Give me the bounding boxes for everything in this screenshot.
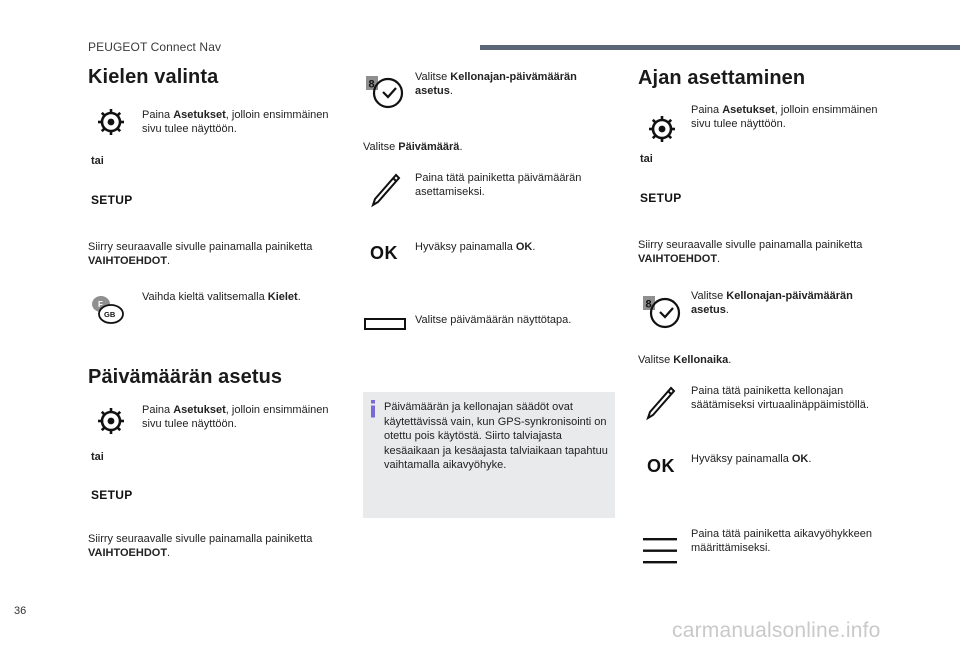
info-icon	[370, 400, 376, 418]
format-selector-icon	[364, 318, 406, 330]
select-date-text: Valitse Päivämäärä.	[363, 141, 463, 153]
pencil-icon	[370, 172, 402, 208]
manual-header-title: PEUGEOT Connect Nav	[88, 40, 222, 54]
step-settings-text: Paina Asetukset, jolloin ensimmäinen sivu tulee näyttöön.	[691, 104, 878, 130]
page-number: 36	[14, 605, 27, 617]
watermark: carmanualsonline.info	[672, 619, 881, 642]
date-format-text: Valitse päivämäärän näyttötapa.	[415, 314, 572, 326]
setup-button-label: SETUP	[640, 191, 682, 205]
clock-settings-icon	[366, 74, 406, 110]
svg-text:GB: GB	[104, 310, 116, 319]
section-title-time: Ajan asettaminen	[638, 67, 806, 89]
select-language-text: Vaihda kieltä valitsemalla Kielet.	[142, 291, 301, 303]
clock-settings-icon	[643, 294, 683, 330]
or-label: tai	[640, 153, 653, 165]
section-title-language: Kielen valinta	[88, 66, 219, 88]
options-instruction: Siirry seuraavalle sivulle painamalla painiketta VAIHTOEHDOT.	[638, 239, 863, 265]
select-time-date-setting: Valitse Kellonajan-päivämäärän asetus.	[691, 290, 853, 316]
svg-text:8: 8	[368, 78, 375, 91]
setup-button-label: SETUP	[91, 488, 133, 502]
step-settings-text: Paina Asetukset, jolloin ensimmäinen sivu tulee näyttöön.	[142, 404, 329, 430]
confirm-ok-text: Hyväksy painamalla OK.	[691, 453, 812, 465]
pencil-icon	[645, 385, 677, 421]
confirm-ok-text: Hyväksy painamalla OK.	[415, 241, 536, 253]
or-label: tai	[91, 451, 104, 463]
timezone-text: Paina tätä painiketta aikavyöhykkeen määrittämiseksi.	[691, 528, 873, 554]
options-instruction: Siirry seuraavalle sivulle painamalla painiketta VAIHTOEHDOT.	[88, 241, 313, 267]
edit-date-text: Paina tätä painiketta päivämäärän asettamiseksi.	[415, 172, 582, 198]
svg-text:8: 8	[645, 298, 652, 311]
language-flags-icon	[90, 294, 128, 328]
ok-button-label: OK	[370, 243, 398, 263]
section-title-date: Päivämäärän asetus	[88, 366, 283, 388]
info-note-text: Päivämäärän ja kellonajan säädöt ovat käytettävissä vain, kun GPS-synkronisointi on otettu pois käytöstä. Siirto talviajasta kesäaikaan ja kesäajasta talviaikaan tapahtuu vaihtamalla aikavyöhyke.	[384, 401, 608, 471]
gear-icon	[96, 406, 126, 436]
ok-button-label: OK	[647, 456, 675, 476]
gear-icon	[647, 114, 677, 144]
select-time-text: Valitse Kellonaika.	[638, 354, 732, 366]
edit-time-text: Paina tätä painiketta kellonajan säätämiseksi virtuaalinäppäimistöllä.	[691, 385, 869, 411]
select-time-date-setting: Valitse Kellonajan-päivämäärän asetus.	[415, 71, 577, 97]
or-label: tai	[91, 155, 104, 167]
setup-button-label: SETUP	[91, 193, 133, 207]
options-instruction: Siirry seuraavalle sivulle painamalla painiketta VAIHTOEHDOT.	[88, 533, 313, 559]
header-bar	[480, 45, 960, 50]
svg-text:F: F	[98, 300, 103, 309]
menu-icon	[643, 537, 677, 565]
step-settings-text: Paina Asetukset, jolloin ensimmäinen sivu tulee näyttöön.	[142, 109, 329, 135]
gear-icon	[96, 107, 126, 137]
